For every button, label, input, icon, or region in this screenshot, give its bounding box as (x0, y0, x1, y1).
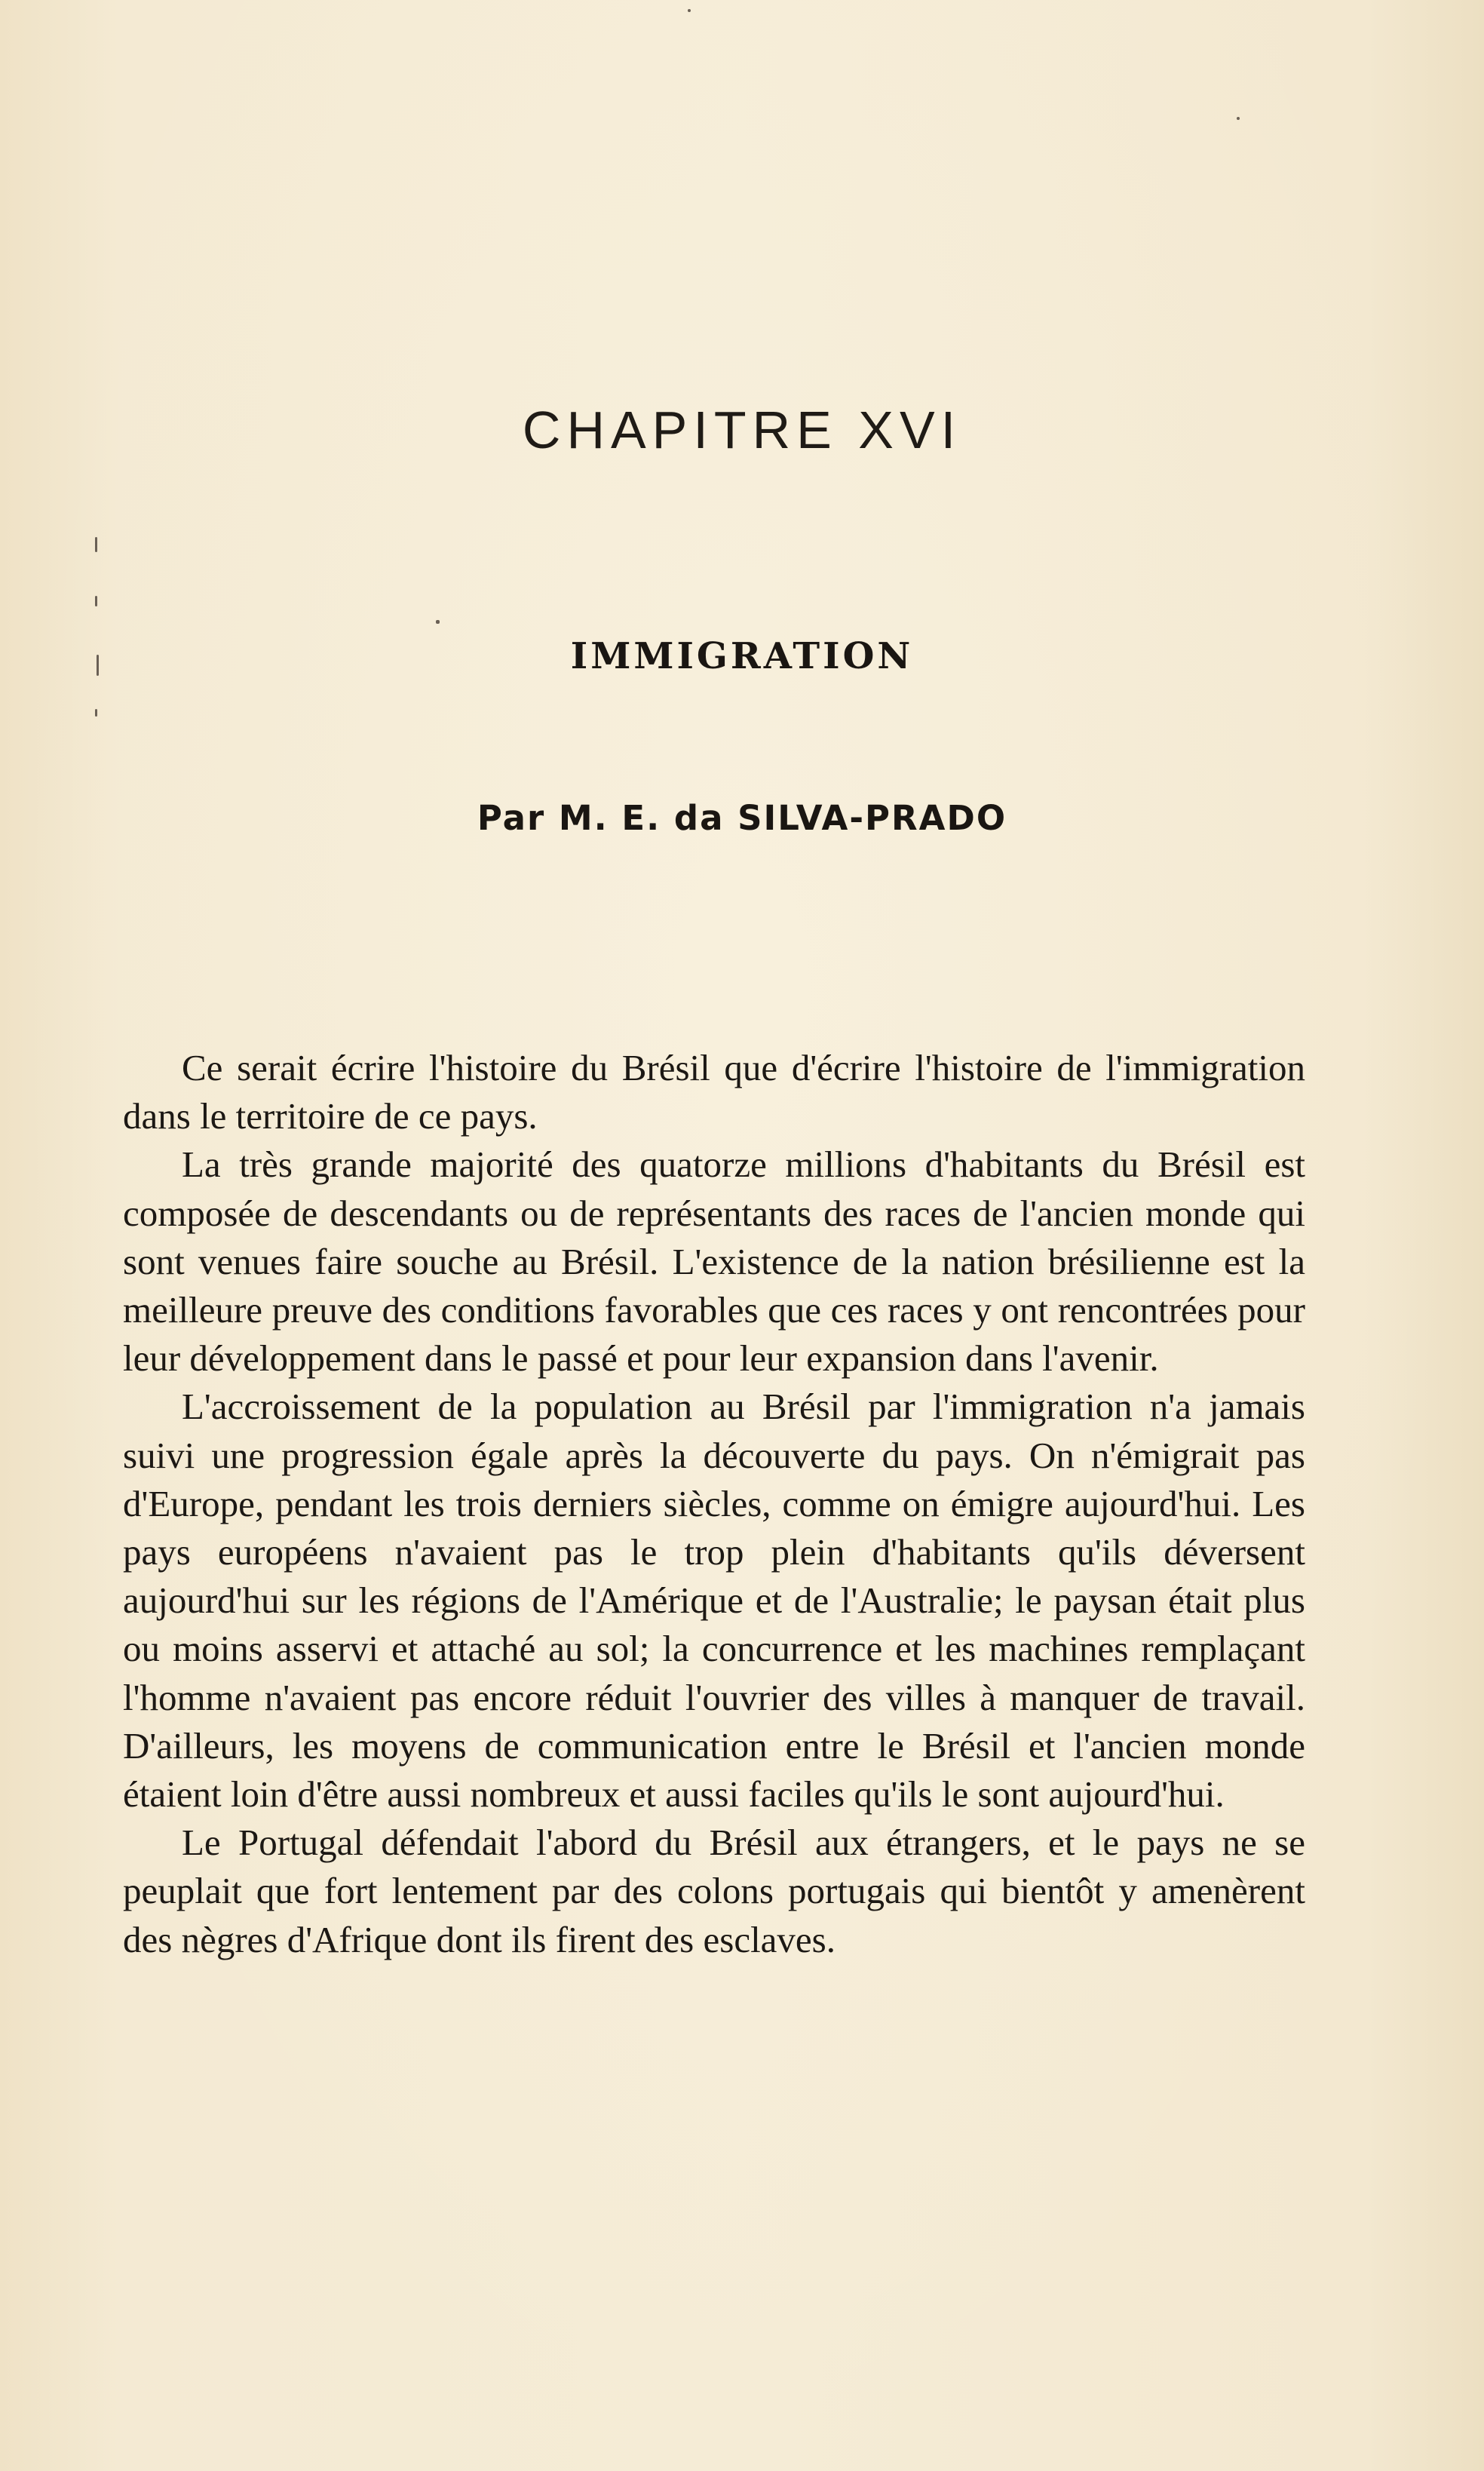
paragraph: Ce serait écrire l'histoire du Brésil que d'écrire l'histoire de l'immigration dans le territoire de ce pays. (123, 1047, 1305, 1137)
scan-speck (95, 537, 97, 552)
body-text (123, 1044, 1305, 1964)
paragraph: Le Portugal défendait l'abord du Brésil aux étrangers, et le pays ne se peuplait que fort lentement par des colons portugais qui bientôt y amenèrent des nègres d'Afrique dont ils firent des esclaves. (123, 1822, 1305, 1960)
scan-speck (688, 9, 691, 12)
paragraph: L'accroissement de la population au Brésil par l'immigration n'a jamais suivi une progression égale après la découverte du pays. On n'émigrait pas d'Europe, pendant les trois derniers siècles, comme on émigre aujourd'hui. Les pays européens n'avaient pas le trop plein d'habitants qu'ils déversent aujourd'hui sur les régions de l'Amérique et de l'Australie; le paysan était plus ou moins asservi et attaché au sol; la concurrence et les machines remplaçant l'homme n'avaient pas encore réduit l'ouvrier des villes à manquer de travail. D'ailleurs, les moyens de communication entre le Brésil et l'ancien monde étaient loin d'être aussi nombreux et aussi faciles qu'ils le sont aujourd'hui. (123, 1386, 1305, 1816)
section-title: IMMIGRATION (570, 635, 914, 677)
scan-speck (436, 620, 440, 624)
author-line: Par M. E. da SILVA-PRADO (477, 798, 1007, 838)
scan-speck (1237, 117, 1240, 120)
paragraph: La très grande majorité des quatorze millions d'habitants du Brésil est composée de descendants ou de représentants des races de l'ancien monde qui sont venues faire souche au Brésil. L'existence de la nation brésilienne est la meilleure preuve des conditions favorables que ces races y ont rencontrées pour leur développement dans le passé et pour leur expansion dans l'avenir. (123, 1143, 1305, 1380)
scan-speck (95, 596, 97, 606)
chapter-title: CHAPITRE XVI (522, 401, 962, 459)
scan-speck (95, 709, 97, 717)
